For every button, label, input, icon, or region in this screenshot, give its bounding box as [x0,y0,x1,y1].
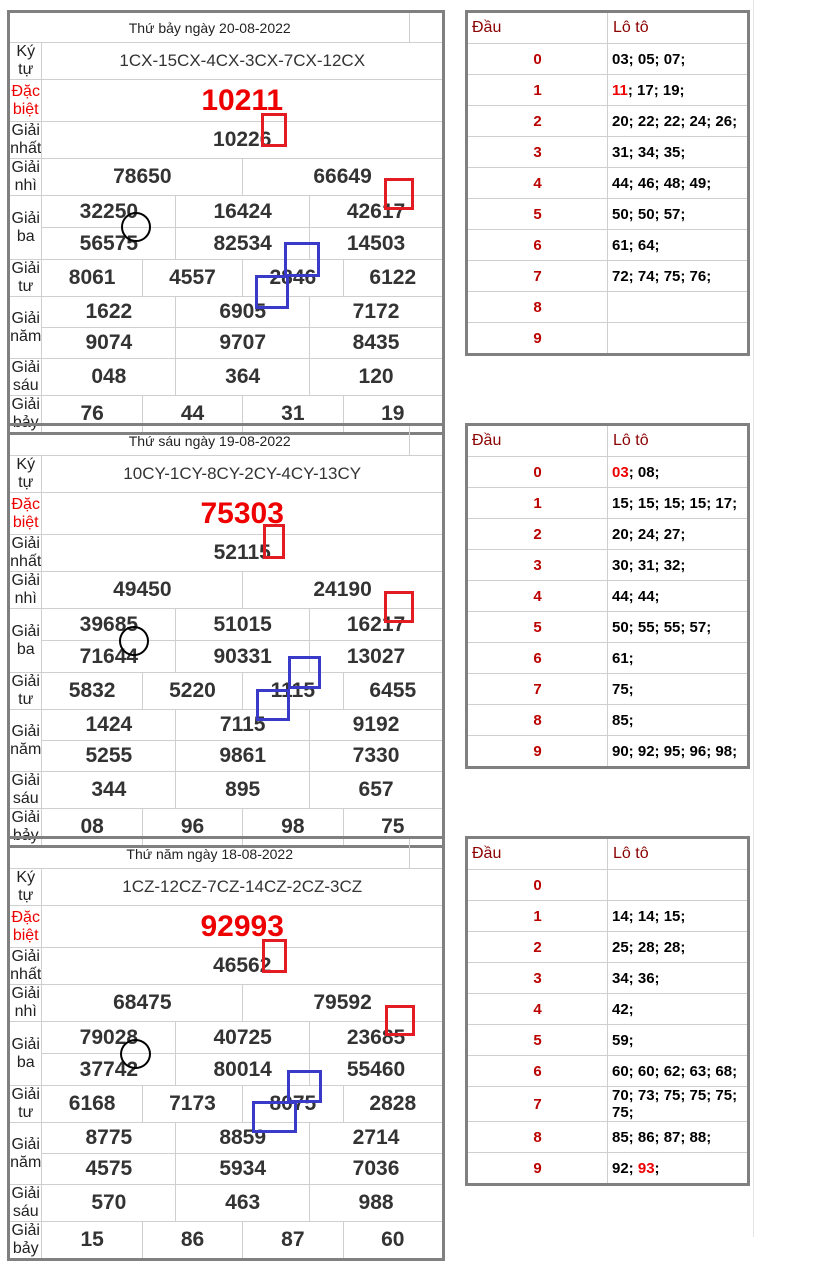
label-giai-nam: Giải năm [9,297,42,359]
loto-values [608,705,749,736]
loto-row [467,292,749,323]
loto-values [608,457,749,488]
highlight-circle [119,626,149,656]
giai-sau-value: 463 [176,1185,310,1222]
giai-tu-value: 2828 [343,1086,443,1123]
giai-sau-value: 570 [42,1185,176,1222]
giai-ba-value: 71644 [42,641,176,673]
loto-value-highlight: 93 [637,1159,655,1177]
result-title: Thứ sáu ngày 19-08-2022 [9,425,410,456]
giai-bay-value: 87 [243,1222,343,1260]
giai-nam-value: 6905 [176,297,310,328]
loto-dau: 2 [467,106,608,137]
label-giai-ba: Giải ba [9,609,42,673]
label-kytu: Ký tự [9,456,42,493]
highlight-box-blue [256,689,290,721]
giai-tu-value: 2846 [243,260,343,297]
label-giai-ba: Giải ba [9,196,42,260]
loto-dau: 3 [467,963,608,994]
loto-value: ; [654,1159,660,1177]
loto-values [608,106,749,137]
label-giai-bay: Giải bảy [9,396,42,434]
loto-dau: 4 [467,168,608,199]
giai-nhi-value: 79592 [243,985,444,1022]
loto-dau: 0 [467,870,608,901]
loto-dau: 2 [467,932,608,963]
loto-row [467,550,749,581]
giai-sau-value: 344 [42,772,176,809]
loto-dau: 4 [467,581,608,612]
giai-ba-value: 40725 [176,1022,310,1054]
giai-tu-value: 6455 [343,673,443,710]
giai-nam-value: 7330 [310,741,444,772]
giai-ba-value: 82534 [176,228,310,260]
loto-value: 50; 50; 57; [612,205,686,223]
loto-values [608,1087,749,1122]
loto-table-2 [465,836,750,1186]
loto-values [608,44,749,75]
giai-nhi-value: 24190 [243,572,444,609]
giai-bay-value: 44 [142,396,242,434]
loto-row [467,901,749,932]
loto-dau: 4 [467,994,608,1025]
loto-value: 85; 86; 87; 88; [612,1128,712,1146]
loto-row [467,932,749,963]
loto-row [467,674,749,705]
loto-value: 20; 22; 22; 24; 26; [612,112,738,130]
loto-value: ; 17; 19; [627,81,685,99]
loto-row [467,963,749,994]
giai-nhat-value: 52115 [42,535,444,572]
loto-values [608,963,749,994]
loto-dau: 7 [467,261,608,292]
label-giai-bay: Giải bảy [9,809,42,847]
highlight-box-red [261,113,287,147]
loto-values [608,1153,749,1185]
giai-nam-value: 5934 [176,1154,310,1185]
giai-sau-value: 895 [176,772,310,809]
loto-dau: 9 [467,736,608,768]
loto-row [467,1153,749,1185]
loto-dau: 9 [467,1153,608,1185]
loto-value: 25; 28; 28; [612,938,686,956]
loto-value: 85; [612,711,634,729]
label-dac-biet: Đặc biệt [9,80,42,122]
label-giai-nhi: Giải nhì [9,159,42,196]
giai-ba-value: 80014 [176,1054,310,1086]
giai-sau-value: 657 [310,772,444,809]
loto-row [467,261,749,292]
giai-bay-value: 98 [243,809,343,847]
loto-header-dau: Đầu [467,12,608,44]
label-giai-nhat: Giải nhất [10,948,42,983]
giai-tu-value: 5220 [142,673,242,710]
loto-values [608,643,749,674]
loto-value: 14; 14; 15; [612,907,686,925]
label-giai-nam: Giải năm [9,1123,42,1185]
highlight-box-blue [288,656,321,689]
loto-values [608,1056,749,1087]
giai-sau-value: 988 [310,1185,444,1222]
loto-values [608,736,749,768]
giai-ba-value: 56575 [42,228,176,260]
giai-ba-value: 23685 [310,1022,444,1054]
loto-row [467,199,749,230]
giai-nam-value: 9861 [176,741,310,772]
giai-ba-value: 39685 [42,609,176,641]
result-title: Thứ năm ngày 18-08-2022 [9,838,410,869]
loto-value: 42; [612,1000,634,1018]
loto-value: 30; 31; 32; [612,556,686,574]
loto-value: 90; 92; 95; 96; 98; [612,742,738,760]
loto-value: ; 08; [628,463,660,481]
kytu-value: 1CZ-12CZ-7CZ-14CZ-2CZ-3CZ [42,869,444,906]
highlight-box-red [385,1005,415,1036]
loto-dau: 7 [467,1087,608,1122]
loto-value: 92; [612,1159,638,1177]
giai-tu-value: 8061 [42,260,142,297]
loto-values [608,168,749,199]
loto-dau: 3 [467,137,608,168]
giai-ba-value: 90331 [176,641,310,673]
highlight-box-blue [252,1101,297,1133]
giai-bay-value: 75 [343,809,443,847]
loto-dau: 5 [467,199,608,230]
giai-nam-value: 9707 [176,328,310,359]
giai-bay-value: 96 [142,809,242,847]
loto-row [467,994,749,1025]
label-giai-tu: Giải tư [9,1086,42,1123]
giai-sau-value: 120 [310,359,444,396]
loto-dau: 8 [467,705,608,736]
label-kytu: Ký tự [9,43,42,80]
highlight-box-blue [284,242,320,277]
label-giai-bay: Giải bảy [9,1222,42,1260]
giai-nam-value: 8435 [310,328,444,359]
loto-values [608,75,749,106]
loto-row [467,457,749,488]
giai-tu-value: 6168 [42,1086,142,1123]
giai-ba-value: 16424 [176,196,310,228]
loto-values [608,519,749,550]
loto-row [467,1056,749,1087]
result-table-2 [7,836,445,1261]
highlight-box-red [262,939,287,973]
dac-biet-value: 10211 [42,80,444,122]
loto-value: 50; 55; 55; 57; [612,618,712,636]
result-table-1 [7,423,445,848]
giai-ba-value: 51015 [176,609,310,641]
loto-dau: 7 [467,674,608,705]
loto-values [608,230,749,261]
loto-value-highlight: 11 [612,81,628,99]
giai-nam-value: 7115 [176,710,310,741]
giai-bay-value: 31 [243,396,343,434]
giai-nam-value: 4575 [42,1154,176,1185]
loto-header-dau: Đầu [467,425,608,457]
dac-biet-value: 92993 [42,906,444,948]
giai-nhi-value: 78650 [42,159,243,196]
giai-ba-value: 42617 [310,196,444,228]
dac-biet-value: 75303 [42,493,444,535]
loto-value: 20; 24; 27; [612,525,686,543]
loto-value: 72; 74; 75; 76; [612,267,712,285]
label-giai-nhi: Giải nhì [9,572,42,609]
loto-value: 44; 44; [612,587,660,605]
giai-bay-value: 19 [343,396,443,434]
giai-ba-value: 79028 [42,1022,176,1054]
giai-bay-value: 08 [42,809,142,847]
loto-values [608,994,749,1025]
label-dac-biet: Đặc biệt [9,493,42,535]
giai-bay-value: 60 [343,1222,443,1260]
loto-values [608,199,749,230]
giai-nhat-value: 10226 [42,122,444,159]
loto-values [608,261,749,292]
giai-bay-value: 86 [142,1222,242,1260]
loto-value: 70; 73; 75; 75; 75; 75; [612,1087,738,1121]
loto-dau: 5 [467,612,608,643]
giai-nam-value: 1622 [42,297,176,328]
giai-tu-value: 4557 [142,260,242,297]
loto-row [467,230,749,261]
loto-row [467,75,749,106]
giai-ba-value: 13027 [310,641,444,673]
loto-row [467,870,749,901]
giai-tu-value: 8075 [243,1086,343,1123]
highlight-box-red [384,591,414,623]
loto-value-highlight: 03 [612,463,629,481]
loto-row [467,44,749,75]
loto-dau: 1 [467,901,608,932]
highlight-circle [121,212,151,242]
loto-values [608,612,749,643]
loto-row [467,705,749,736]
label-giai-ba: Giải ba [9,1022,42,1086]
giai-ba-value: 16217 [310,609,444,641]
loto-row [467,137,749,168]
loto-header-dau: Đầu [467,838,608,870]
loto-values [608,488,749,519]
giai-nam-value: 2714 [310,1123,444,1154]
giai-bay-value: 76 [42,396,142,434]
giai-sau-value: 048 [42,359,176,396]
loto-values [608,323,749,355]
highlight-box-red [263,524,285,559]
loto-row [467,581,749,612]
loto-table-0 [465,10,750,356]
loto-dau: 3 [467,550,608,581]
loto-value: 03; 05; 07; [612,50,686,68]
loto-dau: 0 [467,457,608,488]
loto-row [467,643,749,674]
giai-sau-value: 364 [176,359,310,396]
loto-table-1 [465,423,750,769]
page-divider-line [753,0,754,1237]
loto-row [467,612,749,643]
highlight-box-blue [255,275,289,309]
loto-header-loto: Lô tô [608,838,749,870]
kytu-value: 1CX-15CX-4CX-3CX-7CX-12CX [42,43,444,80]
label-giai-nam: Giải năm [9,710,42,772]
loto-value: 61; [612,649,634,667]
label-giai-sau: Giải sáu [9,359,42,396]
giai-tu-value: 6122 [343,260,443,297]
loto-dau: 6 [467,643,608,674]
giai-nam-value: 9192 [310,710,444,741]
loto-values [608,581,749,612]
giai-tu-value: 1115 [243,673,343,710]
giai-nam-value: 1424 [42,710,176,741]
giai-nam-value: 7036 [310,1154,444,1185]
giai-tu-value: 5832 [42,673,142,710]
giai-nam-value: 8775 [42,1123,176,1154]
giai-nhat-value: 46562 [42,948,444,985]
loto-dau: 1 [467,75,608,106]
giai-nam-value: 9074 [42,328,176,359]
loto-row [467,736,749,768]
loto-row [467,488,749,519]
loto-row [467,323,749,355]
loto-value: 75; [612,680,634,698]
loto-row [467,168,749,199]
loto-values [608,1122,749,1153]
result-title: Thứ bảy ngày 20-08-2022 [9,12,410,43]
loto-values [608,674,749,705]
giai-nam-value: 8859 [176,1123,310,1154]
loto-header-loto: Lô tô [608,12,749,44]
loto-value: 31; 34; 35; [612,143,686,161]
loto-value: 60; 60; 62; 63; 68; [612,1062,738,1080]
loto-values [608,550,749,581]
loto-values [608,932,749,963]
loto-value: 59; [612,1031,634,1049]
loto-value: 61; 64; [612,236,660,254]
label-giai-sau: Giải sáu [9,772,42,809]
giai-ba-value: 14503 [310,228,444,260]
loto-dau: 1 [467,488,608,519]
giai-nam-value: 7172 [310,297,444,328]
loto-row [467,519,749,550]
label-giai-tu: Giải tư [9,260,42,297]
loto-value: 44; 46; 48; 49; [612,174,712,192]
loto-values [608,1025,749,1056]
loto-dau: 5 [467,1025,608,1056]
label-kytu: Ký tự [9,869,42,906]
result-table-0 [7,10,445,435]
loto-dau: 9 [467,323,608,355]
giai-bay-value: 15 [42,1222,142,1260]
label-giai-sau: Giải sáu [9,1185,42,1222]
label-giai-tu: Giải tư [9,673,42,710]
loto-dau: 2 [467,519,608,550]
loto-values [608,137,749,168]
loto-row [467,1025,749,1056]
loto-row [467,1122,749,1153]
loto-value: 34; 36; [612,969,660,987]
highlight-box-blue [287,1070,322,1103]
highlight-circle [120,1039,151,1069]
label-giai-nhi: Giải nhì [9,985,42,1022]
giai-nhi-value: 66649 [243,159,444,196]
giai-tu-value: 7173 [142,1086,242,1123]
highlight-box-red [384,178,414,210]
loto-dau: 8 [467,1122,608,1153]
loto-header-loto: Lô tô [608,425,749,457]
label-giai-nhat: Giải nhất [10,535,42,570]
loto-dau: 6 [467,230,608,261]
loto-value: 15; 15; 15; 15; 17; [612,494,738,512]
loto-row [467,1087,749,1122]
giai-nhi-value: 49450 [42,572,243,609]
label-giai-nhat: Giải nhất [10,122,42,157]
loto-values [608,870,749,901]
loto-dau: 8 [467,292,608,323]
giai-ba-value: 55460 [310,1054,444,1086]
giai-ba-value: 32250 [42,196,176,228]
kytu-value: 10CY-1CY-8CY-2CY-4CY-13CY [42,456,444,493]
loto-row [467,106,749,137]
loto-values [608,901,749,932]
giai-nhi-value: 68475 [42,985,243,1022]
label-dac-biet: Đặc biệt [9,906,42,948]
loto-dau: 6 [467,1056,608,1087]
loto-dau: 0 [467,44,608,75]
loto-values [608,292,749,323]
giai-nam-value: 5255 [42,741,176,772]
giai-ba-value: 37742 [42,1054,176,1086]
